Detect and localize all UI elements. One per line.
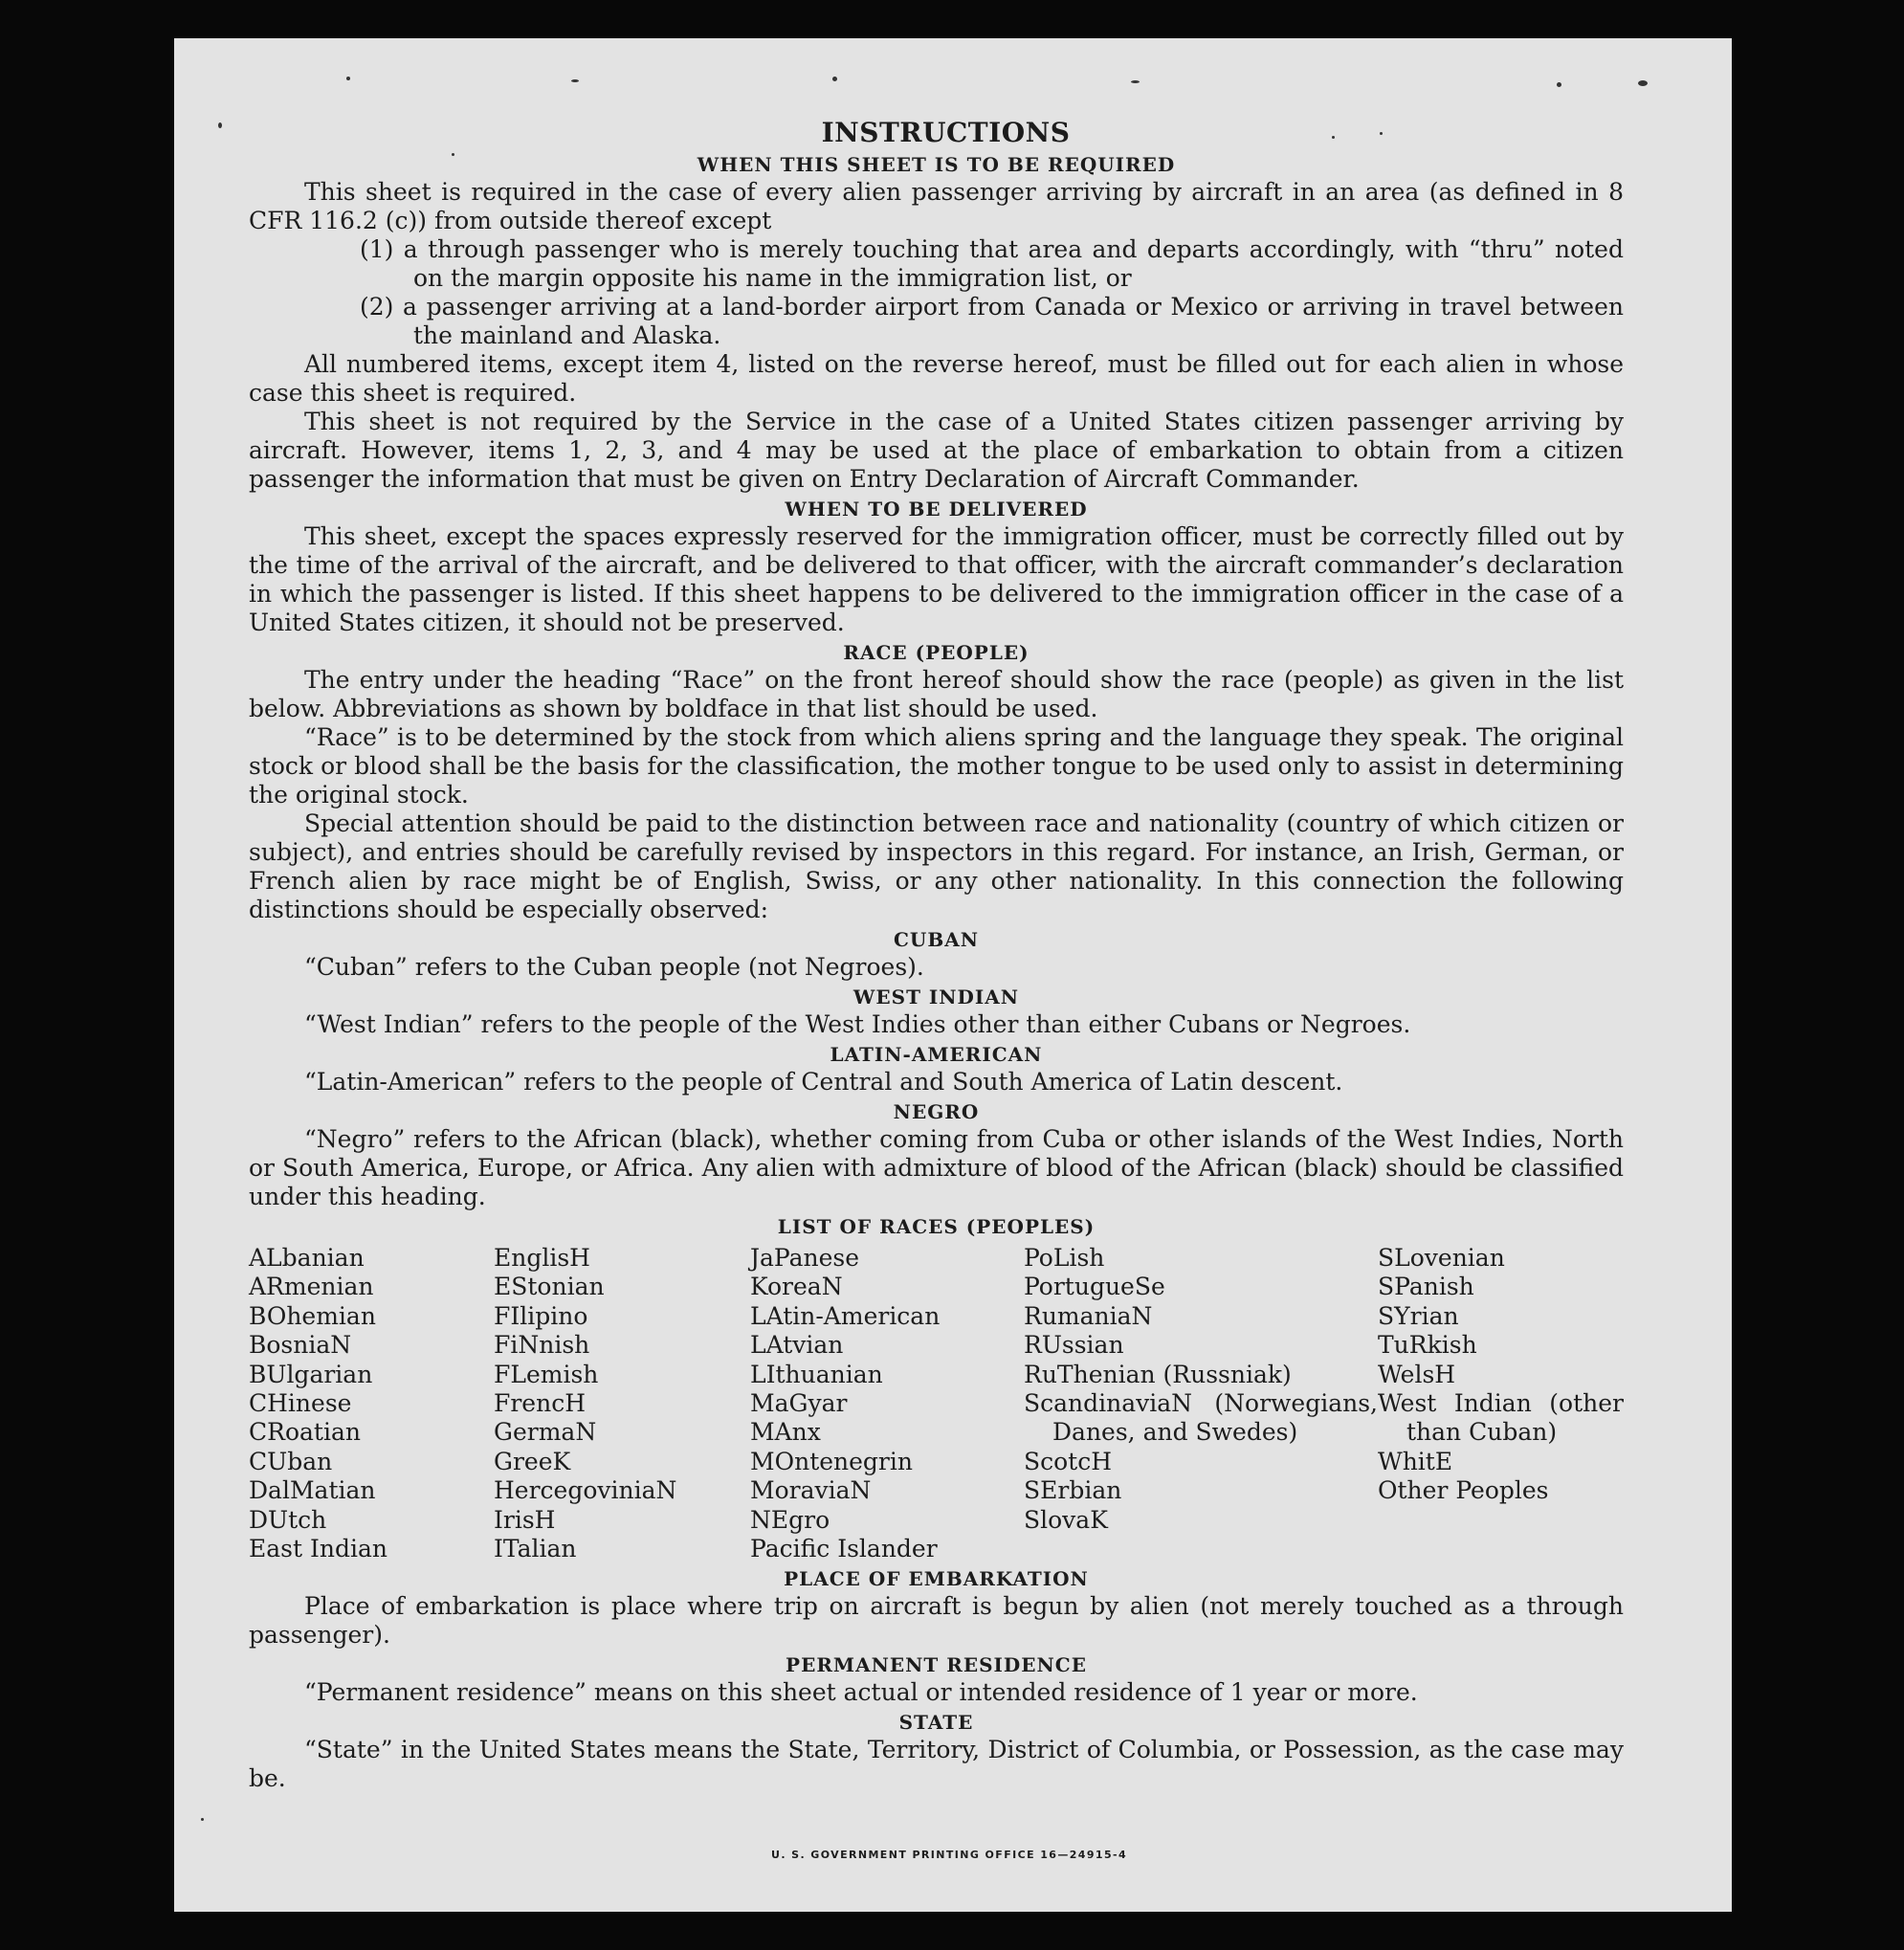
heading-delivered: WHEN TO BE DELIVERED bbox=[785, 498, 1088, 521]
heading-required: WHEN THIS SHEET IS TO BE REQUIRED bbox=[697, 153, 1176, 176]
race-entry: GreeK bbox=[494, 1447, 571, 1475]
heading-cuban: CUBAN bbox=[893, 928, 980, 951]
races-column-2 bbox=[494, 1244, 750, 1563]
instructions-text bbox=[249, 117, 1624, 1793]
west-indian-paragraph: “West Indian” refers to the people of the West Indies other than either Cubans or Negroes. bbox=[304, 1010, 1411, 1038]
required-paragraph: This sheet is required in the case of every alien passenger arriving by aircraft in an area (as defined in 8 CFR 116.2 (c)) from outside thereof except bbox=[249, 178, 1624, 234]
race-entry: JaPanese bbox=[750, 1244, 860, 1272]
race-entry: MAnx bbox=[750, 1418, 821, 1447]
race-entry: RUssian bbox=[1024, 1331, 1124, 1360]
race-entry: SLovenian bbox=[1378, 1244, 1505, 1272]
race-entry: BosniaN bbox=[249, 1331, 352, 1360]
race-entry: LAtvian bbox=[750, 1331, 844, 1360]
race-entry: RumaniaN bbox=[1024, 1301, 1153, 1330]
race-entry: EnglisH bbox=[494, 1244, 590, 1272]
race-entry: SPanish bbox=[1378, 1273, 1474, 1301]
race-entry: PoLish bbox=[1024, 1244, 1105, 1272]
race-entry: ITalian bbox=[494, 1535, 577, 1563]
race-entry: LIthuanian bbox=[750, 1360, 883, 1388]
race-entry: ScandinaviaN (Norwegians, Danes, and Swedes) bbox=[1024, 1389, 1378, 1447]
race-entry: FiNnish bbox=[494, 1331, 590, 1360]
race-entry: ScotcH bbox=[1024, 1447, 1113, 1475]
race-entry: BUlgarian bbox=[249, 1360, 373, 1388]
heading-list-of-races: LIST OF RACES (PEOPLES) bbox=[777, 1215, 1096, 1238]
latin-american-paragraph: “Latin-American” refers to the people of Central and South America of Latin descent. bbox=[304, 1068, 1343, 1096]
race-entry: FrencH bbox=[494, 1389, 586, 1418]
race-entry: CUban bbox=[249, 1447, 333, 1475]
numbered-items-paragraph: All numbered items, except item 4, listed on the reverse hereof, must be filled out for each alien in whose case this sheet is required. bbox=[249, 350, 1624, 407]
speck bbox=[218, 122, 222, 128]
citizen-paragraph: This sheet is not required by the Service in the case of a United States citizen passenger arriving by aircraft. However, items 1, 2, 3, and 4 may be used at the place of embarkation to obtain from a citizen passenger the information that must be given on Entry Declaration of Aircraft Commander. bbox=[249, 408, 1624, 493]
race-entry: GermaN bbox=[494, 1418, 597, 1447]
race-entry: East Indian bbox=[249, 1535, 387, 1563]
race-entry: Pacific Islander bbox=[750, 1535, 938, 1563]
race-entry: PortugueSe bbox=[1024, 1273, 1165, 1301]
heading-embarkation: PLACE OF EMBARKATION bbox=[784, 1567, 1089, 1591]
speck bbox=[1557, 82, 1561, 87]
race-entry: SlovaK bbox=[1024, 1505, 1108, 1534]
race-paragraph-3: Special attention should be paid to the distinction between race and nationality (country of which citizen or subject), and entries should be carefully revised by inspectors in this regard. For instance, an Irish, German, or French alien by race might be of English, Swiss, or any other nationality. In this connection the following distinctions should be especially observed: bbox=[249, 809, 1624, 923]
race-entry: IrisH bbox=[494, 1505, 556, 1534]
race-entry: LAtin-American bbox=[750, 1301, 941, 1330]
race-entry: HercegoviniaN bbox=[494, 1476, 677, 1505]
race-entry: WelsH bbox=[1378, 1360, 1456, 1388]
heading-latin-american: LATIN-AMERICAN bbox=[830, 1043, 1043, 1066]
race-paragraph-1: The entry under the heading “Race” on the front hereof should show the race (people) as given in the list below. Abbreviations as shown by boldface in that list should be used. bbox=[249, 666, 1624, 722]
exception-item-1: (1) a through passenger who is merely touching that area and departs accordingly, with “thru” noted on the margin opposite his name in the immigration list, or bbox=[360, 235, 1624, 292]
exception-item-2: (2) a passenger arriving at a land-border airport from Canada or Mexico or arriving in travel between the mainland and Alaska. bbox=[360, 293, 1624, 349]
speck bbox=[1131, 80, 1140, 83]
heading-permanent-residence: PERMANENT RESIDENCE bbox=[786, 1653, 1087, 1677]
cuban-paragraph: “Cuban” refers to the Cuban people (not Negroes). bbox=[304, 953, 924, 981]
document-page bbox=[174, 38, 1732, 1912]
race-entry: FLemish bbox=[494, 1360, 599, 1388]
heading-race: RACE (PEOPLE) bbox=[843, 641, 1029, 664]
race-entry: DUtch bbox=[249, 1505, 327, 1534]
race-entry: ALbanian bbox=[249, 1244, 365, 1272]
race-entry: NEgro bbox=[750, 1505, 830, 1534]
race-paragraph-2: “Race” is to be determined by the stock from which aliens spring and the language they speak. The original stock or blood shall be the basis for the classification, the mother tongue to be used only to assist in determining the original stock. bbox=[249, 723, 1624, 809]
race-entry: SYrian bbox=[1378, 1301, 1459, 1330]
race-entry: TuRkish bbox=[1378, 1331, 1477, 1360]
races-list bbox=[249, 1244, 1624, 1563]
race-entry: BOhemian bbox=[249, 1301, 376, 1330]
races-column-5 bbox=[1378, 1244, 1624, 1563]
race-entry: MaGyar bbox=[750, 1389, 848, 1418]
page-title: INSTRUCTIONS bbox=[821, 117, 1071, 148]
race-entry: FIlipino bbox=[494, 1301, 588, 1330]
delivered-paragraph: This sheet, except the spaces expressly reserved for the immigration officer, must be correctly filled out by the time of the arrival of the aircraft, and be delivered to that officer, with the aircraft commander’s declaration in which the passenger is listed. If this sheet happens to be delivered to the immigration officer in the case of a United States citizen, it should not be preserved. bbox=[249, 522, 1624, 636]
speck bbox=[1638, 80, 1648, 86]
residence-paragraph: “Permanent residence” means on this sheet actual or intended residence of 1 year or more. bbox=[304, 1678, 1418, 1707]
speck bbox=[346, 77, 350, 80]
races-column-4 bbox=[1024, 1244, 1378, 1563]
heading-negro: NEGRO bbox=[893, 1100, 980, 1123]
races-column-3 bbox=[750, 1244, 1024, 1563]
speck bbox=[201, 1818, 204, 1821]
heading-state: STATE bbox=[898, 1711, 974, 1735]
race-entry: EStonian bbox=[494, 1273, 605, 1301]
race-entry: ARmenian bbox=[249, 1273, 374, 1301]
race-entry: MOntenegrin bbox=[750, 1447, 913, 1475]
race-entry: Other Peoples bbox=[1378, 1476, 1549, 1505]
race-entry: MoraviaN bbox=[750, 1476, 872, 1505]
speck bbox=[832, 77, 837, 81]
embarkation-paragraph: Place of embarkation is place where trip on aircraft is begun by alien (not merely touched as a through passenger). bbox=[249, 1592, 1624, 1650]
race-entry: West Indian (other than Cuban) bbox=[1378, 1389, 1624, 1447]
races-column-1 bbox=[249, 1244, 494, 1563]
state-paragraph: “State” in the United States means the State, Territory, District of Columbia, or Possession, as the case may be. bbox=[249, 1736, 1624, 1793]
race-entry: DalMatian bbox=[249, 1476, 376, 1505]
negro-paragraph: “Negro” refers to the African (black), whether coming from Cuba or other islands of the West Indies, North or South America, Europe, or Africa. Any alien with admixture of blood of the African (black) should be classified under this heading. bbox=[249, 1125, 1624, 1210]
race-entry: KoreaN bbox=[750, 1273, 843, 1301]
race-entry: SErbian bbox=[1024, 1476, 1122, 1505]
printer-imprint: U. S. GOVERNMENT PRINTING OFFICE 16—24915-4 bbox=[771, 1849, 1128, 1861]
race-entry: WhitE bbox=[1378, 1447, 1453, 1475]
race-entry: CRoatian bbox=[249, 1418, 361, 1447]
race-entry: RuThenian (Russniak) bbox=[1024, 1360, 1292, 1388]
speck bbox=[571, 79, 579, 82]
race-entry: CHinese bbox=[249, 1389, 352, 1418]
heading-west-indian: WEST INDIAN bbox=[852, 986, 1020, 1008]
